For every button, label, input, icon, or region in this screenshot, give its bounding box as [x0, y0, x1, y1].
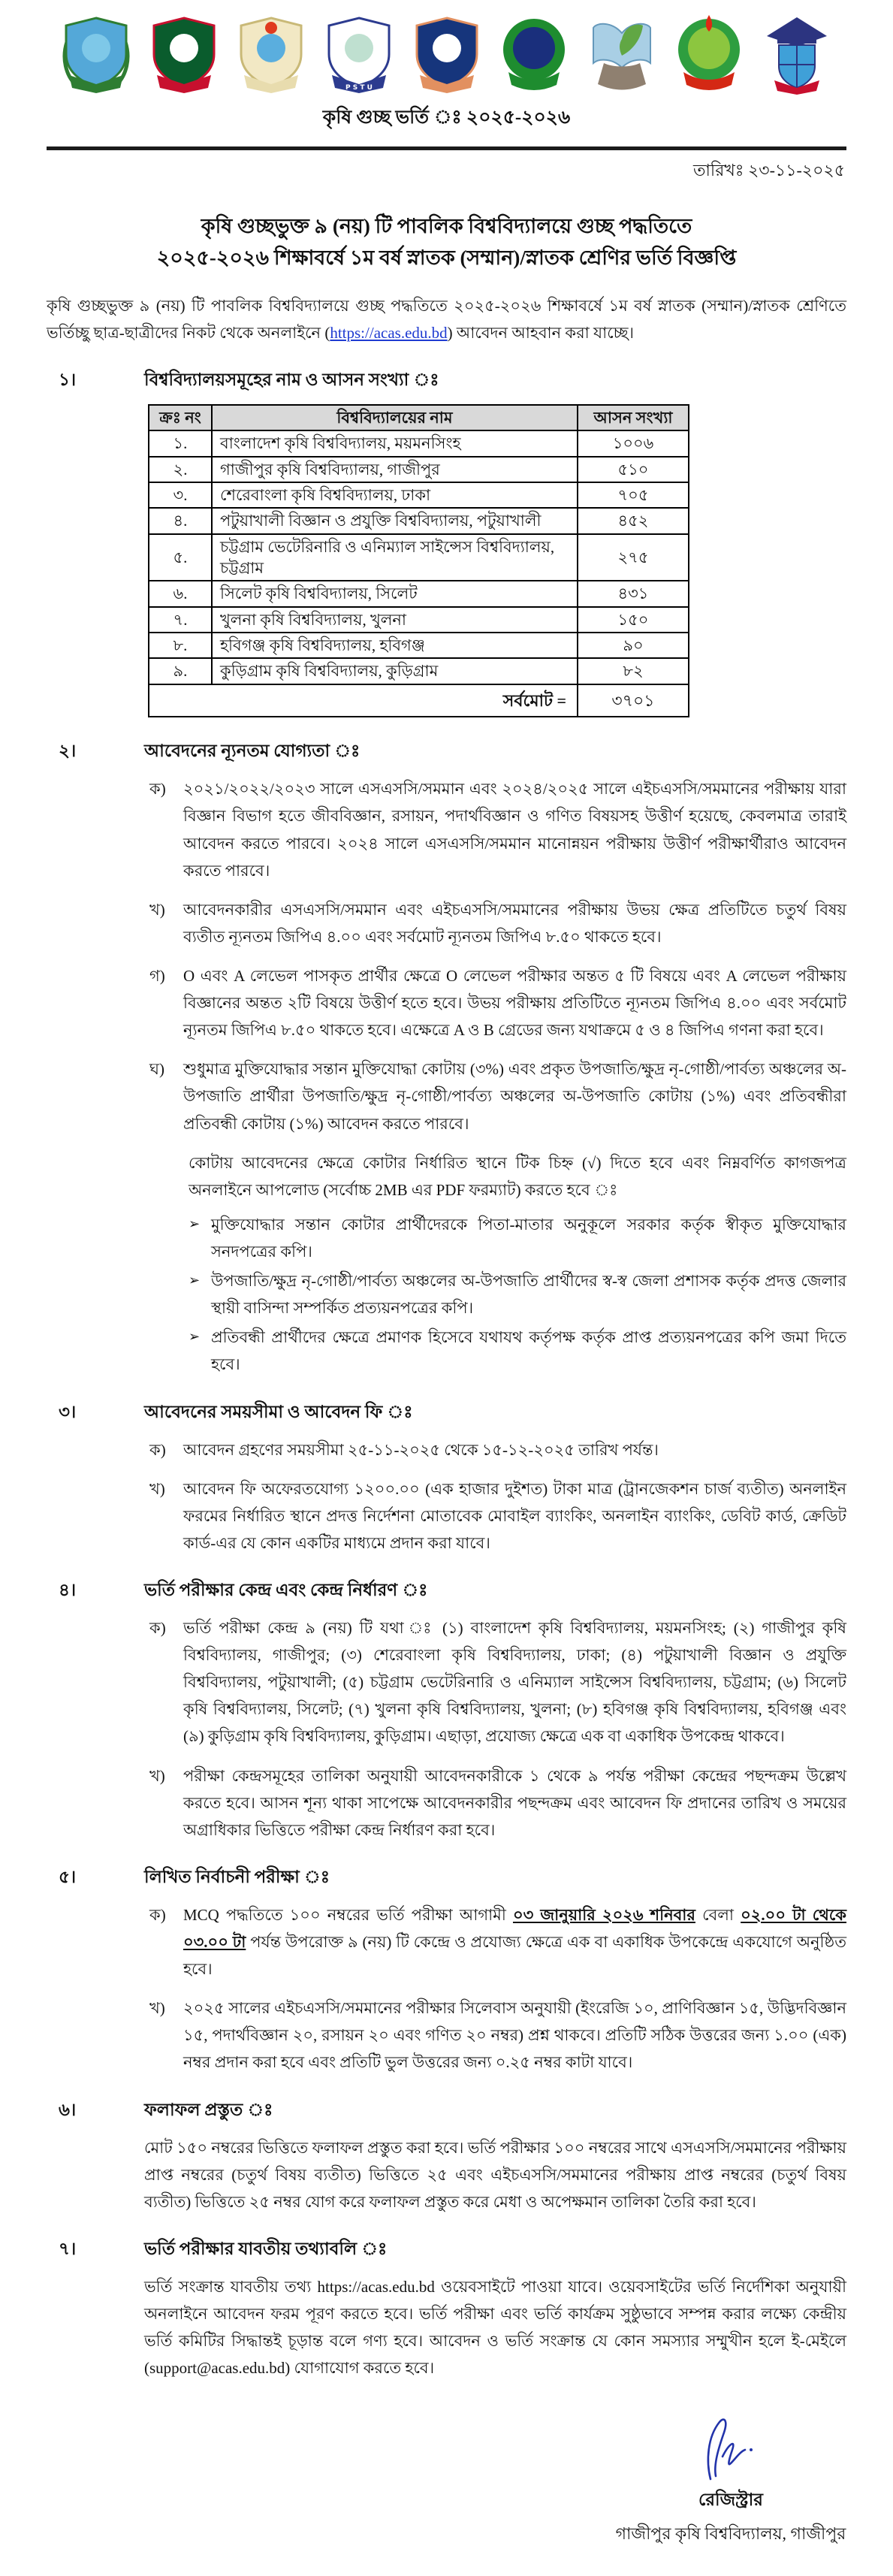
section-item [149, 1436, 846, 1463]
section-item [149, 775, 846, 883]
notice-heading-line1: কৃষি গুচ্ছভুক্ত ৯ (নয়) টি পাবলিক বিশ্ববিদ্যালয়ে গুচ্ছ পদ্ধতিতে [201, 215, 692, 237]
university-seats-table [148, 404, 689, 717]
row-serial: ৯. [149, 658, 212, 684]
row-university-name: খুলনা কৃষি বিশ্ববিদ্যালয়, খুলনা [212, 607, 578, 633]
bullet-item [189, 1211, 846, 1265]
section-title: ভর্তি পরীক্ষার কেন্দ্র এবং কেন্দ্র নির্ধারণ ঃ [144, 1581, 428, 1599]
item-text [183, 1901, 846, 1983]
col-header-university: বিশ্ববিদ্যালয়ের নাম [212, 405, 578, 430]
item-label: ক) [149, 1905, 166, 1924]
item-label: খ) [149, 900, 165, 919]
bullet-item [189, 1324, 846, 1378]
row-seat-count: ৮২ [578, 658, 689, 684]
bullet-text: প্রতিবন্ধী প্রার্থীদের ক্ষেত্রে প্রমাণক হিসেবে যথাযথ কর্তৃপক্ষ কর্তৃক প্রাপ্ত প্রত্যয়নপত্রের কপি জমা দিতে হবে। [211, 1328, 846, 1374]
item-text: O এবং A লেভেল পাসকৃত প্রার্থীর ক্ষেত্রে O লেভেল পরীক্ষার অন্তত ৫ টি বিষয়ে এবং A লেভেল পরীক্ষায় বিজ্ঞানের অন্তত ২টি বিষয়ে উত্তীর্ণ হতে হবে। উভয় পরীক্ষায় প্রতিটিতে ন্যূনতম জিপিএ ৪.০০ এবং সর্বমোট ন্যূনতম জিপিএ ৮.৫০ থাকতে হবে। এক্ষেত্রে A ও B গ্রেডের জন্য যথাক্রমে ৫ ও ৪ জিপিএ গণনা করা হবে। [183, 967, 846, 1040]
total-label: সর্বমোট = [149, 684, 578, 717]
col-header-serial: ক্রঃ নং [149, 405, 212, 430]
item-text: পরীক্ষা কেন্দ্রসমূহের তালিকা অনুযায়ী আবেদনকারীকে ১ থেকে ৯ পর্যন্ত পরীক্ষা কেন্দ্রের পছন্দক্রম উল্লেখ করতে হবে। আসন শূন্য থাকা সাপেক্ষে আবেদনকারীর পছন্দক্রম এবং আবেদন ফি প্রদানের তারিখ ও সময়ের অগ্রাধিকার ভিত্তিতে পরীক্ষা কেন্দ্র নির্ধারণ করা হবে। [183, 1766, 846, 1839]
row-seat-count: ৫১০ [578, 457, 689, 482]
section-title: বিশ্ববিদ্যালয়সমূহের নাম ও আসন সংখ্যা ঃ [144, 370, 439, 389]
row-serial: ৮. [149, 633, 212, 658]
cvasu-logo-icon [411, 15, 483, 95]
item-label: ক) [149, 1619, 166, 1637]
section-item [149, 1901, 846, 1983]
table-row [149, 658, 689, 684]
row-serial: ৫. [149, 534, 212, 581]
row-serial: ৪. [149, 508, 212, 533]
table-row [149, 581, 689, 606]
table-row [149, 508, 689, 533]
row-seat-count: ১৫০ [578, 607, 689, 633]
notice-heading-line2: ২০২৫-২০২৬ শিক্ষাবর্ষে ১ম বর্ষ স্নাতক (সম্মান)/স্নাতক শ্রেণির ভর্তি বিজ্ঞপ্তি [156, 246, 737, 269]
registrar-org: গাজীপুর কৃষি বিশ্ববিদ্যালয়, গাজীপুর [615, 2524, 846, 2544]
row-seat-count: ১০০৬ [578, 430, 689, 456]
item-text: ২০২৫ সালের এইচএসসি/সমমানের পরীক্ষার সিলেবাস অনুযায়ী (ইংরেজি ১০, প্রাণিবিজ্ঞান ১৫, উদ্ভিদবিজ্ঞান ১৫, পদার্থবিজ্ঞান ২০, রসায়ন ২০ এবং গণিত ২০ নম্বর) প্রশ্ন থাকবে। প্রতিটি সঠিক উত্তরের জন্য ১.০০ (এক) নম্বর প্রদান করা হবে এবং প্রতিটি ভুল উত্তরের জন্য ০.২৫ নম্বর কাটা যাবে। [183, 1999, 846, 2072]
section-item [149, 1055, 846, 1137]
section-number: ৬। [59, 2100, 77, 2119]
item-label: খ) [149, 1999, 165, 2018]
row-serial: ৩. [149, 482, 212, 508]
item-text: আবেদনকারীর এসএসসি/সমমান এবং এইচএসসি/সমমানের পরীক্ষায় উভয় ক্ষেত্র প্রতিটিতে চতুর্থ বিষয় ব্যতীত ন্যূনতম জিপিএ ৪.০০ এবং সর্বমোট ন্যূনতম জিপিএ ৮.৫০ থাকতে হবে। [183, 900, 846, 946]
exam-info-paragraph: ভর্তি সংক্রান্ত যাবতীয় তথ্য https://acas.edu.bd ওয়েবসাইটে পাওয়া যাবে। ওয়েবসাইটের ভর্তি নির্দেশিকা অনুযায়ী অনলাইনে আবেদন ফরম পূরণ করতে হবে। ভর্তি পরীক্ষা এবং ভর্তি কার্যক্রম সুষ্ঠুভাবে সম্পন্ন করার লক্ষ্যে কেন্দ্রীয় ভর্তি কমিটির সিদ্ধান্তই চূড়ান্ত বলে গণ্য হবে। আবেদন ও ভর্তি সংক্রান্ত যে কোন সমস্যার সম্মুখীন হলে ই-মেইলে (support@acas.edu.bd) যোগাযোগ করতে হবে। [144, 2277, 846, 2378]
row-university-name: কুড়িগ্রাম কৃষি বিশ্ববিদ্যালয়, কুড়িগ্রাম [212, 658, 578, 684]
row-university-name: চট্টগ্রাম ভেটেরিনারি ও এনিম্যাল সাইন্সেস বিশ্ববিদ্যালয়, চট্টগ্রাম [212, 534, 578, 581]
text-run: ০৩ জানুয়ারি ২০২৬ শনিবার [512, 1905, 695, 1924]
notice-date: তারিখঃ ২৩-১১-২০২৫ [693, 161, 845, 180]
kau-logo-icon [586, 15, 658, 95]
pstu-logo-icon [323, 15, 395, 95]
row-university-name: হবিগঞ্জ কৃষি বিশ্ববিদ্যালয়, হবিগঞ্জ [212, 633, 578, 658]
section-eligibility [47, 737, 846, 1378]
row-serial: ২. [149, 457, 212, 482]
header-divider [47, 146, 846, 150]
section-number: ১। [59, 370, 77, 389]
row-university-name: বাংলাদেশ কৃষি বিশ্ববিদ্যালয়, ময়মনসিংহ [212, 430, 578, 456]
table-row [149, 457, 689, 482]
section-timeline-fee [47, 1398, 846, 1557]
svg-text:P S T U: P S T U [345, 84, 373, 92]
sau-dhaka-logo-icon [235, 15, 307, 95]
bullet-item [189, 1267, 846, 1321]
table-row [149, 482, 689, 508]
item-text: আবেদন গ্রহণের সময়সীমা ২৫-১১-২০২৫ থেকে ১৫-১২-২০২৫ তারিখ পর্যন্ত। [183, 1440, 659, 1459]
section-item [149, 1614, 846, 1750]
university-logos-row [47, 11, 846, 95]
table-row [149, 607, 689, 633]
text-run: ০২.০০ টা থেকে ০৩.০০ টা [183, 1905, 846, 1951]
section-result [47, 2096, 846, 2215]
section-number: ৪। [59, 1581, 77, 1599]
section-number: ৫। [59, 1867, 77, 1886]
section-title: আবেদনের সময়সীমা ও আবেদন ফি ঃ [144, 1402, 413, 1421]
bau-logo-icon [60, 15, 132, 95]
hau-logo-icon [673, 15, 745, 95]
item-text: আবেদন ফি অফেরতযোগ্য ১২০০.০০ (এক হাজার দুইশত) টাকা মাত্র (ট্রানজেকশন চার্জ ব্যতীত) অনলাইন ফরমের নির্ধারিত স্থানে প্রদত্ত নির্দেশনা মোতাবেক মোবাইল ব্যাংকিং, অনলাইন ব্যাংকিং, ডেবিট কার্ড, ক্রেডিট কার্ড-এর যে কোন একটির মাধ্যমে প্রদান করা যাবে। [183, 1479, 846, 1552]
col-header-seats: আসন সংখ্যা [578, 405, 689, 430]
section-number: ৭। [59, 2239, 77, 2258]
gau-logo-icon [148, 15, 220, 95]
item-text: ভর্তি পরীক্ষা কেন্দ্র ৯ (নয়) টি যথা ঃ (১) বাংলাদেশ কৃষি বিশ্ববিদ্যালয়, ময়মনসিংহ; (২) গাজীপুর কৃষি বিশ্ববিদ্যালয়, গাজীপুর; (৩) শেরেবাংলা কৃষি বিশ্ববিদ্যালয়, ঢাকা; (৪) পটুয়াখালী বিজ্ঞান ও প্রযুক্তি বিশ্ববিদ্যালয়, পটুয়াখালী; (৫) চট্টগ্রাম ভেটেরিনারি ও এনিম্যাল সাইন্সেস বিশ্ববিদ্যালয়, চট্টগ্রাম; (৬) সিলেট কৃষি বিশ্ববিদ্যালয়, সিলেট; (৭) খুলনা কৃষি বিশ্ববিদ্যালয়, খুলনা; (৮) হবিগঞ্জ কৃষি বিশ্ববিদ্যালয়, হবিগঞ্জ এবং (৯) কুড়িগ্রাম কৃষি বিশ্ববিদ্যালয়, কুড়িগ্রাম। এছাড়া, প্রযোজ্য ক্ষেত্রে এক বা একাধিক উপকেন্দ্র থাকবে। [183, 1619, 846, 1746]
row-seat-count: ৯০ [578, 633, 689, 658]
banner-title: কৃষি গুচ্ছ ভর্তি ঃ ২০২৫-২০২৬ [322, 107, 571, 128]
signature-block [603, 2414, 858, 2549]
notice-heading [47, 211, 846, 274]
sylau-logo-icon [498, 15, 570, 95]
quota-note: কোটায় আবেদনের ক্ষেত্রে কোটার নির্ধারিত স্থানে টিক চিহ্ন (√) দিতে হবে এবং নিম্নবর্ণিত কাগজপত্র অনলাইনে আপলোড (সর্বোচ্চ 2MB এর PDF ফরম্যাট) করতে হবে ঃ [189, 1153, 846, 1199]
section-item [149, 962, 846, 1043]
text-run: পর্যন্ত উপরোক্ত ৯ (নয়) টি কেন্দ্রে ও প্রযোজ্য ক্ষেত্রে এক বা একাধিক উপকেন্দ্রে একযোগে অনুষ্ঠিত হবে। [183, 1932, 846, 1979]
row-university-name: সিলেট কৃষি বিশ্ববিদ্যালয়, সিলেট [212, 581, 578, 606]
row-university-name: গাজীপুর কৃষি বিশ্ববিদ্যালয়, গাজীপুর [212, 457, 578, 482]
item-text: ২০২১/২০২২/২০২৩ সালে এসএসসি/সমমান এবং ২০২৪/২০২৫ সালে এইচএসসি/সমমানের পরীক্ষায় যারা বিজ্ঞান বিভাগ হতে জীববিজ্ঞান, রসায়ন, পদার্থবিজ্ঞান ও গণিত বিষয়সহ উত্তীর্ণ হয়েছে, কেবলমাত্র তারাই আবেদন করতে পারবে। ২০২৪ সালে এসএসসি/সমমান মানোন্নয়ন পরীক্ষায় উত্তীর্ণ পরীক্ষার্থীরাও আবেদন করতে পারবে। [183, 780, 846, 880]
item-label: ক) [149, 1440, 166, 1459]
section-title: লিখিত নির্বাচনী পরীক্ষা ঃ [144, 1867, 330, 1886]
bullet-text: উপজাতি/ক্ষুদ্র নৃ-গোষ্ঠী/পার্বত্য অঞ্চলের অ-উপজাতি প্রার্থীদের স্ব-স্ব জেলা প্রশাসক কর্তৃক প্রদত্ত জেলার স্থায়ী বাসিন্দা সম্পর্কিত প্রত্যয়নপত্রের কপি। [211, 1272, 846, 1318]
acas-website-link[interactable]: https://acas.edu.bd [330, 323, 448, 342]
registrar-title: রেজিস্ট্রার [698, 2490, 763, 2510]
section-universities [47, 366, 846, 717]
row-seat-count: ৪৩১ [578, 581, 689, 606]
item-label: খ) [149, 1766, 165, 1785]
row-seat-count: ৪৫২ [578, 508, 689, 533]
section-exam-centers [47, 1576, 846, 1844]
section-exam-info [47, 2235, 846, 2381]
section-title: ভর্তি পরীক্ষার যাবতীয় তথ্যাবলি ঃ [144, 2239, 388, 2258]
text-run: MCQ পদ্ধতিতে ১০০ নম্বরের ভর্তি পরীক্ষা আগামী [183, 1905, 513, 1924]
section-item [149, 1475, 846, 1557]
item-label: খ) [149, 1479, 165, 1498]
section-item [149, 896, 846, 950]
registrar-signature-image [682, 2414, 780, 2486]
text-run: ) আবেদন আহবান করা যাচ্ছে। [447, 323, 635, 342]
section-item [149, 1995, 846, 2076]
section-item [149, 1762, 846, 1844]
section-number: ৩। [59, 1402, 77, 1421]
arrow-bullet-icon: ➢ [189, 1216, 201, 1232]
item-label: গ) [149, 967, 165, 986]
total-value: ৩৭০১ [578, 684, 689, 717]
table-row [149, 430, 689, 456]
section-number: ২। [59, 741, 77, 761]
arrow-bullet-icon: ➢ [189, 1329, 201, 1345]
intro-paragraph [47, 292, 846, 346]
table-row [149, 633, 689, 658]
bullet-text: মুক্তিযোদ্ধার সন্তান কোটার প্রার্থীদেরকে পিতা-মাতার অনুকূলে সরকার কর্তৃক স্বীকৃত মুক্তিযোদ্ধার সনদপত্রের কপি। [211, 1215, 846, 1261]
item-text: শুধুমাত্র মুক্তিযোদ্ধার সন্তান মুক্তিযোদ্ধা কোটায় (৩%) এবং প্রকৃত উপজাতি/ক্ষুদ্র নৃ-গোষ্ঠী/পার্বত্য অঞ্চলের অ-উপজাতি প্রার্থীরা উপজাতি/ক্ষুদ্র নৃ-গোষ্ঠী/পার্বত্য অঞ্চলের অ-উপজাতি কোটায় (১%) এবং প্রতিবন্ধীরা প্রতিবন্ধী কোটায় (১%) আবেদন করতে পারবে। [183, 1060, 846, 1133]
text-run: কৃষি গুচ্ছভুক্ত ৯ (নয়) টি পাবলিক বিশ্ববিদ্যালয়ে গুচ্ছ পদ্ধতিতে ২০২৫-২০২৬ শিক্ষাবর্ষে ১ম বর্ষ স্নাতক (সম্মান)/স্নাতক শ্রেণিতে ভর্তিচ্ছু ছাত্র-ছাত্রীদের নিকট থেকে অনলাইনে ( [47, 296, 846, 342]
item-label: ক) [149, 780, 166, 799]
kurigau-logo-icon [761, 15, 833, 95]
table-row [149, 534, 689, 581]
text-run: বেলা [695, 1905, 741, 1924]
row-seat-count: ৭০৫ [578, 482, 689, 508]
section-written-exam [47, 1863, 846, 2076]
row-seat-count: ২৭৫ [578, 534, 689, 581]
row-university-name: পটুয়াখালী বিজ্ঞান ও প্রযুক্তি বিশ্ববিদ্যালয়, পটুয়াখালী [212, 508, 578, 533]
section-title: ফলাফল প্রস্তুত ঃ [144, 2100, 273, 2119]
row-serial: ৬. [149, 581, 212, 606]
arrow-bullet-icon: ➢ [189, 1273, 201, 1289]
row-university-name: শেরেবাংলা কৃষি বিশ্ববিদ্যালয়, ঢাকা [212, 482, 578, 508]
result-paragraph: মোট ১৫০ নম্বরের ভিত্তিতে ফলাফল প্রস্তুত করা হবে। ভর্তি পরীক্ষার ১০০ নম্বরের সাথে এসএসসি/সমমানের পরীক্ষায় প্রাপ্ত নম্বরের (চতুর্থ বিষয় ব্যতীত) ভিত্তিতে ২৫ এবং এইচএসসি/সমমানের পরীক্ষায় প্রাপ্ত নম্বরের (চতুর্থ বিষয় ব্যতীত) ভিত্তিতে ২৫ নম্বর যোগ করে ফলাফল প্রস্তুত করে মেধা ও অপেক্ষমান তালিকা তৈরি করা হবে। [144, 2138, 846, 2211]
row-serial: ১. [149, 430, 212, 456]
section-title: আবেদনের ন্যূনতম যোগ্যতা ঃ [144, 741, 361, 761]
row-serial: ৭. [149, 607, 212, 633]
total-row [149, 684, 689, 717]
item-label: ঘ) [149, 1060, 164, 1079]
